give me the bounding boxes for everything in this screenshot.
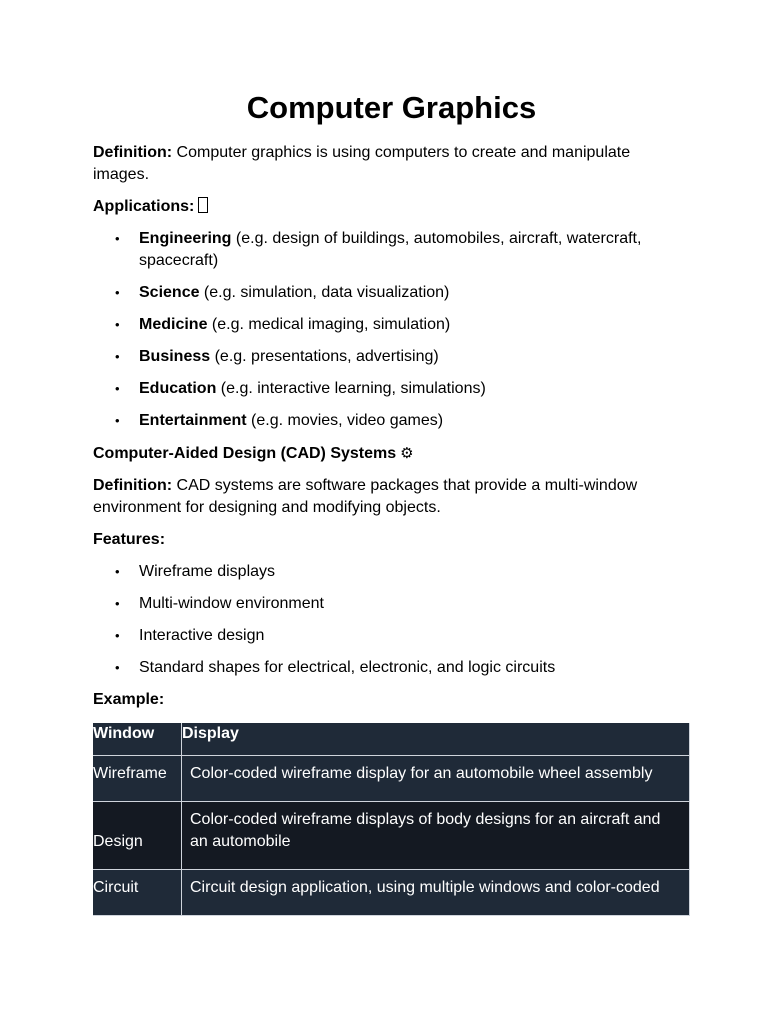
cad-heading xyxy=(93,442,690,465)
application-name: Business xyxy=(139,348,211,365)
example-label: Example: xyxy=(93,691,165,708)
list-item: • Wireframe displays xyxy=(115,563,276,580)
feature-text: Standard shapes for electrical, electronic, and logic circuits xyxy=(139,659,556,676)
list-item: • Entertainment (e.g. movies, video games) xyxy=(115,412,444,429)
list-item: • Interactive design xyxy=(115,627,265,644)
list-item: • Business (e.g. presentations, advertising) xyxy=(115,348,439,365)
feature-text: Wireframe displays xyxy=(139,563,276,580)
gear-icon: ⚙ xyxy=(400,444,414,462)
table-header-display: Display xyxy=(182,723,690,756)
application-name: Entertainment xyxy=(139,412,247,429)
applications-label: Applications: xyxy=(93,198,195,215)
example-table xyxy=(93,723,690,916)
application-detail: (e.g. design of buildings, automobiles, aircraft, watercraft, spacecraft) xyxy=(139,230,642,269)
application-detail: (e.g. medical imaging, simulation) xyxy=(207,316,451,333)
list-item: • Medicine (e.g. medical imaging, simulation) xyxy=(115,316,451,333)
list-item: • Engineering (e.g. design of buildings, automobiles, aircraft, watercraft, spacecraft) xyxy=(115,230,642,269)
features-list xyxy=(93,561,690,679)
cad-definition-paragraph xyxy=(93,475,690,519)
table-header-row xyxy=(93,723,690,756)
cad-heading-text: Computer-Aided Design (CAD) Systems xyxy=(93,445,397,462)
table-row xyxy=(93,756,690,802)
application-detail: (e.g. simulation, data visualization) xyxy=(199,284,450,301)
table-cell-window: Wireframe xyxy=(93,756,182,802)
application-name: Medicine xyxy=(139,316,208,333)
applications-list xyxy=(93,228,690,432)
table-cell-window: Circuit xyxy=(93,870,182,916)
list-item: • Science (e.g. simulation, data visualization) xyxy=(115,284,450,301)
list-item: • Multi-window environment xyxy=(115,595,324,612)
placeholder-box-icon xyxy=(198,197,208,213)
list-item: • Standard shapes for electrical, electronic, and logic circuits xyxy=(115,659,556,676)
application-name: Science xyxy=(139,284,200,301)
document-page xyxy=(93,88,690,916)
application-detail: (e.g. interactive learning, simulations) xyxy=(216,380,486,397)
table-row xyxy=(93,870,690,916)
applications-heading xyxy=(93,196,690,218)
table-cell-display: Circuit design application, using multiple windows and color-coded xyxy=(182,870,690,916)
cad-definition-label: Definition: xyxy=(93,477,173,494)
application-name: Engineering xyxy=(139,230,232,247)
application-detail: (e.g. movies, video games) xyxy=(246,412,444,429)
feature-text: Multi-window environment xyxy=(139,595,324,612)
table-cell-display: Color-coded wireframe displays of body designs for an aircraft and an automobile xyxy=(182,802,690,870)
definition-label: Definition: xyxy=(93,144,173,161)
cad-definition-text: CAD systems are software packages that provide a multi-window environment for designing and modifying objects. xyxy=(93,477,638,516)
features-heading xyxy=(93,529,690,551)
features-label: Features: xyxy=(93,531,166,548)
table-row xyxy=(93,802,690,870)
feature-text: Interactive design xyxy=(139,627,265,644)
list-item: • Education (e.g. interactive learning, simulations) xyxy=(115,380,486,397)
table-header-window: Window xyxy=(93,723,182,756)
application-detail: (e.g. presentations, advertising) xyxy=(210,348,439,365)
application-name: Education xyxy=(139,380,217,397)
definition-paragraph xyxy=(93,142,690,186)
table-cell-display: Color-coded wireframe display for an automobile wheel assembly xyxy=(182,756,690,802)
example-heading xyxy=(93,689,690,711)
definition-text: Computer graphics is using computers to create and manipulate images. xyxy=(93,144,631,183)
table-cell-window: Design xyxy=(93,802,182,870)
page-title: Computer Graphics xyxy=(246,90,537,125)
